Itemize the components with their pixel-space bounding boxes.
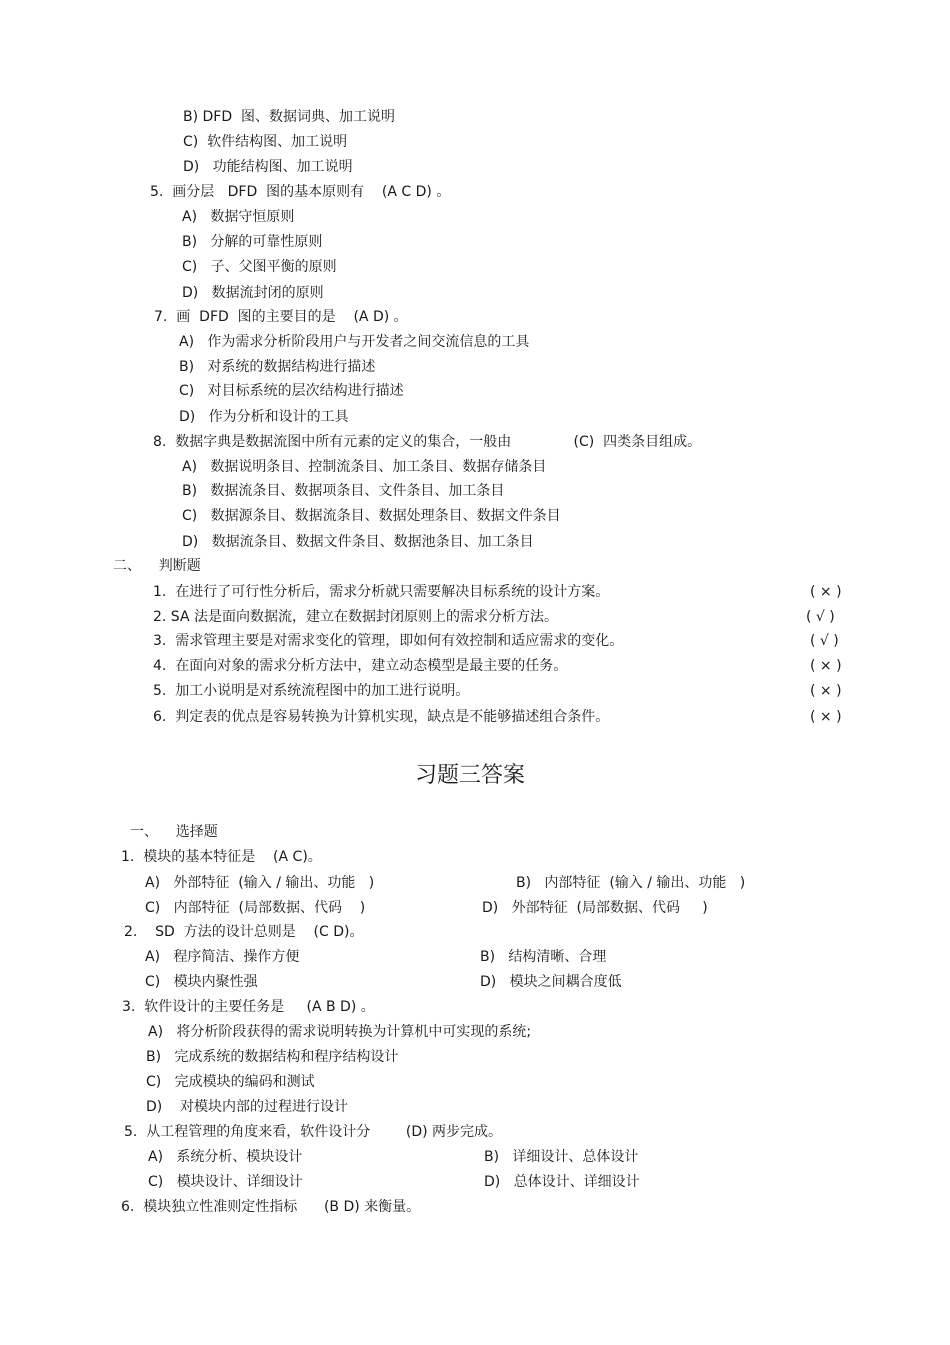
q7-option-c: C) 对目标系统的层次结构进行描述 (179, 383, 404, 399)
section-title: 习题三答案 (414, 763, 525, 788)
s3-question-3-stem: 3. 软件设计的主要任务是 (A B D) 。 (122, 999, 375, 1015)
judge-heading: 二、 判断题 (113, 558, 201, 574)
s3-q5-option-d: D) 总体设计、详细设计 (484, 1174, 640, 1190)
q7-option-a: A) 作为需求分析阶段用户与开发者之间交流信息的工具 (179, 334, 530, 350)
s3-q3-option-b: B) 完成系统的数据结构和程序结构设计 (146, 1049, 399, 1065)
s3-q3-option-a: A) 将分析阶段获得的需求说明转换为计算机中可实现的系统; (148, 1024, 532, 1040)
s3-question-2-stem: 2. SD 方法的设计总则是 (C D)。 (124, 924, 364, 940)
q7-option-b: B) 对系统的数据结构进行描述 (179, 359, 376, 375)
q5-option-b: B) 分解的可靠性原则 (182, 234, 323, 250)
judge-item-6: 6. 判定表的优点是容易转换为计算机实现，缺点是不能够描述组合条件。 (153, 709, 610, 725)
judge-item-2: 2. SA 法是面向数据流，建立在数据封闭原则上的需求分析方法。 (153, 609, 558, 625)
q8-option-d: D) 数据流条目、数据文件条目、数据池条目、加工条目 (182, 534, 534, 550)
judge-mark-3: ( √ ) (810, 633, 839, 649)
judge-item-3: 3. 需求管理主要是对需求变化的管理，即如何有效控制和适应需求的变化。 (153, 633, 624, 649)
choice-heading: 一、 选择题 (130, 824, 218, 840)
judge-mark-1: ( × ) (810, 584, 842, 600)
q5-option-c: C) 子、父图平衡的原则 (182, 259, 337, 275)
question-8-stem: 8. 数据字典是数据流图中所有元素的定义的集合，一般由 (C) 四类条目组成。 (153, 434, 702, 450)
s3-question-6-stem: 6. 模块独立性准则定性指标 (B D) 来衡量。 (121, 1199, 421, 1215)
judge-item-4: 4. 在面向对象的需求分析方法中，建立动态模型是最主要的任务。 (153, 658, 568, 674)
q8-option-a: A) 数据说明条目、控制流条目、加工条目、数据存储条目 (182, 459, 547, 475)
s3-q5-option-b: B) 详细设计、总体设计 (484, 1149, 639, 1165)
s3-q1-option-c: C) 内部特征 (局部数据、代码 ) (145, 900, 366, 916)
option-d: D) 功能结构图、加工说明 (183, 159, 353, 175)
judge-item-5: 5. 加工小说明是对系统流程图中的加工进行说明。 (153, 683, 470, 699)
question-5-stem: 5. 画分层 DFD 图的基本原则有 (A C D) 。 (150, 184, 451, 200)
s3-question-5-stem: 5. 从工程管理的角度来看，软件设计分 (D) 两步完成。 (124, 1124, 503, 1140)
s3-q2-option-a: A) 程序简洁、操作方便 (145, 949, 300, 965)
s3-q3-option-d: D) 对模块内部的过程进行设计 (146, 1099, 349, 1115)
judge-mark-4: ( × ) (810, 658, 842, 674)
option-c: C) 软件结构图、加工说明 (183, 134, 348, 150)
judge-item-1: 1. 在进行了可行性分析后，需求分析就只需要解决目标系统的设计方案。 (153, 584, 610, 600)
s3-q1-option-d: D) 外部特征 (局部数据、代码 ) (482, 900, 708, 916)
s3-q2-option-b: B) 结构清晰、合理 (480, 949, 607, 965)
judge-mark-5: ( × ) (810, 683, 842, 699)
s3-q1-option-a: A) 外部特征 (输入 / 输出、功能 ) (145, 875, 375, 891)
s3-q5-option-a: A) 系统分析、模块设计 (148, 1149, 303, 1165)
s3-q3-option-c: C) 完成模块的编码和测试 (146, 1074, 315, 1090)
q5-option-d: D) 数据流封闭的原则 (182, 285, 324, 301)
q8-option-c: C) 数据源条目、数据流条目、数据处理条目、数据文件条目 (182, 508, 561, 524)
s3-q5-option-c: C) 模块设计、详细设计 (148, 1174, 303, 1190)
s3-q2-option-d: D) 模块之间耦合度低 (480, 974, 622, 990)
judge-mark-2: ( √ ) (806, 609, 835, 625)
q7-option-d: D) 作为分析和设计的工具 (179, 409, 349, 425)
judge-mark-6: ( × ) (810, 709, 842, 725)
s3-question-1-stem: 1. 模块的基本特征是 (A C)。 (121, 849, 322, 865)
q8-option-b: B) 数据流条目、数据项条目、文件条目、加工条目 (182, 483, 505, 499)
q5-option-a: A) 数据守恒原则 (182, 209, 295, 225)
s3-q1-option-b: B) 内部特征 (输入 / 输出、功能 ) (516, 875, 746, 891)
s3-q2-option-c: C) 模块内聚性强 (145, 974, 258, 990)
option-b: B) DFD 图、数据词典、加工说明 (183, 109, 396, 125)
question-7-stem: 7. 画 DFD 图的主要目的是 (A D) 。 (154, 309, 408, 325)
